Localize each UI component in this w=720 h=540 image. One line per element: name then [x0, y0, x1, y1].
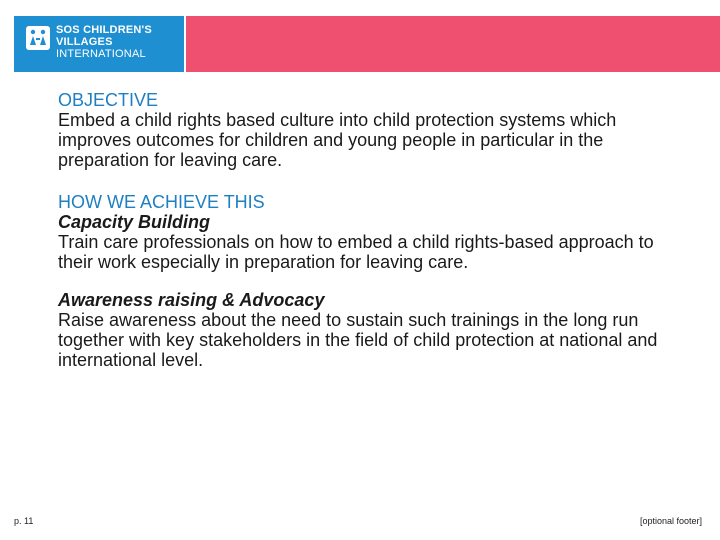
objective-text: Embed a child rights based culture into child protection systems which improves outcomes for children and young people in particular in the preparation for leaving care.	[58, 110, 617, 170]
objective-heading: OBJECTIVE	[58, 90, 159, 110]
footer-text: [optional footer]	[639, 516, 702, 526]
logo-line-1: SOS CHILDREN'S	[56, 24, 152, 36]
sos-logo-icon	[26, 26, 50, 50]
header-banner	[186, 16, 720, 72]
slide-content	[58, 90, 678, 370]
capacity-building-title: Capacity Building	[58, 212, 211, 232]
logo-line-2: VILLAGES	[56, 36, 113, 48]
logo-line-3: INTERNATIONAL	[56, 48, 146, 60]
advocacy-text: Raise awareness about the need to sustain such trainings in the long run together with key stakeholders in the field of child protection at national and international level.	[58, 310, 658, 370]
page-number: p. 11	[14, 516, 34, 526]
capacity-building-text: Train care professionals on how to embed a child rights-based approach to their work especially in preparation for leaving care.	[58, 232, 654, 272]
logo-banner	[14, 16, 184, 72]
advocacy-title: Awareness raising & Advocacy	[58, 290, 325, 310]
how-heading: HOW WE ACHIEVE THIS	[58, 192, 265, 212]
logo-text	[56, 24, 152, 60]
